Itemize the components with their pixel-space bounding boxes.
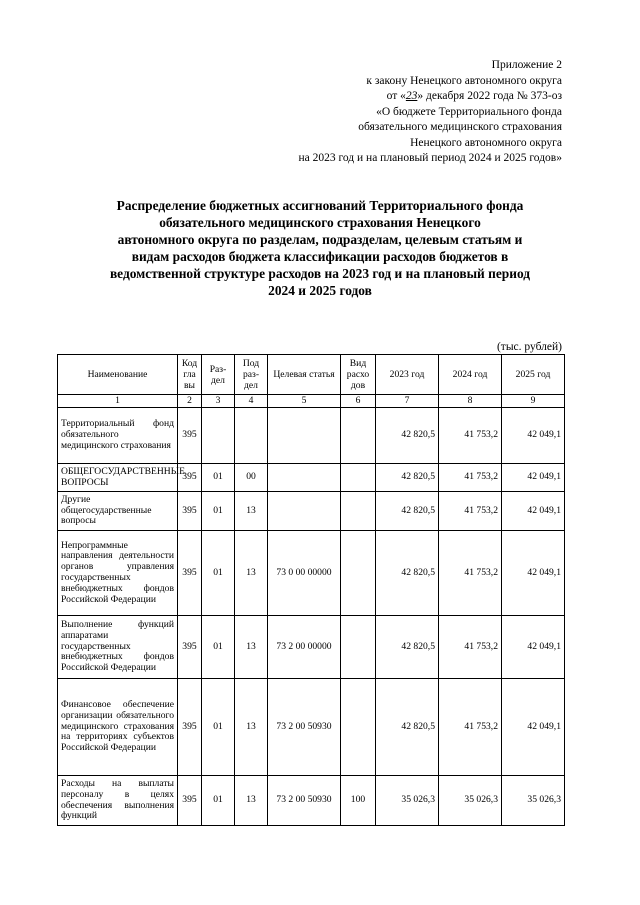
cell-2024: 41 753,2 bbox=[439, 616, 502, 679]
cell-2024: 41 753,2 bbox=[439, 492, 502, 531]
cell-type bbox=[341, 616, 376, 679]
column-number: 7 bbox=[376, 395, 439, 408]
cell-2025: 35 026,3 bbox=[502, 776, 565, 826]
column-number: 1 bbox=[58, 395, 178, 408]
title-line: автономного округа по разделам, подразделам, целевым статьям и bbox=[117, 232, 523, 247]
appendix-line: обязательного медицинского страхования bbox=[358, 121, 562, 133]
appendix-header bbox=[232, 58, 562, 167]
cell-2024: 41 753,2 bbox=[439, 408, 502, 464]
cell-name: Расходы на выплаты персоналу в целях обеспечения выполнения функций bbox=[58, 776, 178, 826]
cell-code: 395 bbox=[178, 776, 202, 826]
cell-2023: 42 820,5 bbox=[376, 408, 439, 464]
cell-2025: 42 049,1 bbox=[502, 492, 565, 531]
header-2024: 2024 год bbox=[439, 355, 502, 395]
cell-target: 73 2 00 50930 bbox=[268, 776, 341, 826]
cell-2025: 42 049,1 bbox=[502, 679, 565, 776]
cell-target bbox=[268, 408, 341, 464]
cell-2024: 41 753,2 bbox=[439, 531, 502, 616]
appendix-line: на 2023 год и на плановый период 2024 и 2025 годов» bbox=[298, 152, 562, 164]
cell-target: 73 0 00 00000 bbox=[268, 531, 341, 616]
cell-section: 01 bbox=[202, 531, 235, 616]
cell-code: 395 bbox=[178, 616, 202, 679]
header-target: Целевая статья bbox=[268, 355, 341, 395]
units-label: (тыс. рублей) bbox=[496, 341, 562, 353]
cell-name: Выполнение функций аппаратами государственных внебюджетных фондов Российской Федерации bbox=[58, 616, 178, 679]
table-row bbox=[58, 616, 565, 679]
cell-section: 01 bbox=[202, 464, 235, 492]
column-number: 9 bbox=[502, 395, 565, 408]
cell-target bbox=[268, 464, 341, 492]
handwritten-day: 23 bbox=[405, 90, 418, 102]
table-row bbox=[58, 464, 565, 492]
date-prefix: от « bbox=[386, 90, 406, 102]
cell-2023: 42 820,5 bbox=[376, 679, 439, 776]
cell-section: 01 bbox=[202, 679, 235, 776]
cell-2024: 41 753,2 bbox=[439, 464, 502, 492]
column-number: 5 bbox=[268, 395, 341, 408]
cell-2025: 42 049,1 bbox=[502, 531, 565, 616]
cell-2024: 35 026,3 bbox=[439, 776, 502, 826]
cell-name: ОБЩЕГОСУДАРСТВЕННЫЕ ВОПРОСЫ bbox=[58, 464, 178, 492]
cell-2023: 42 820,5 bbox=[376, 492, 439, 531]
cell-subsection: 13 bbox=[235, 492, 268, 531]
appendix-date-line bbox=[232, 89, 562, 105]
column-number: 2 bbox=[178, 395, 202, 408]
cell-code: 395 bbox=[178, 492, 202, 531]
title-line: Распределение бюджетных ассигнований Территориального фонда bbox=[116, 198, 524, 213]
table-row bbox=[58, 776, 565, 826]
cell-2023: 42 820,5 bbox=[376, 531, 439, 616]
cell-subsection: 13 bbox=[235, 616, 268, 679]
title-line: ведомственной структуре расходов на 2023 год и на плановый период bbox=[109, 266, 531, 281]
header-name: Наименование bbox=[58, 355, 178, 395]
cell-code: 395 bbox=[178, 464, 202, 492]
column-number-row bbox=[58, 395, 565, 408]
date-suffix: » декабря 2022 года № 373-оз bbox=[417, 90, 562, 102]
cell-name: Непрограммные направления деятельности органов управления государственных внебюджетных фондов Российской Федерации bbox=[58, 531, 178, 616]
cell-2023: 35 026,3 bbox=[376, 776, 439, 826]
cell-type bbox=[341, 464, 376, 492]
header-code: Код гла вы bbox=[178, 355, 202, 395]
cell-section: 01 bbox=[202, 492, 235, 531]
cell-type bbox=[341, 679, 376, 776]
table-row bbox=[58, 492, 565, 531]
cell-2024: 41 753,2 bbox=[439, 679, 502, 776]
title-line: обязательного медицинского страхования Ненецкого bbox=[159, 215, 481, 230]
cell-2025: 42 049,1 bbox=[502, 408, 565, 464]
cell-code: 395 bbox=[178, 531, 202, 616]
table-row bbox=[58, 531, 565, 616]
cell-2023: 42 820,5 bbox=[376, 616, 439, 679]
cell-type bbox=[341, 408, 376, 464]
title-line: 2024 и 2025 годов bbox=[268, 283, 372, 298]
cell-type bbox=[341, 492, 376, 531]
cell-type bbox=[341, 531, 376, 616]
cell-code: 395 bbox=[178, 408, 202, 464]
title-line: видам расходов бюджета классификации расходов бюджетов в bbox=[131, 249, 509, 264]
cell-target bbox=[268, 492, 341, 531]
column-number: 4 bbox=[235, 395, 268, 408]
budget-table bbox=[57, 354, 565, 826]
table-row bbox=[58, 408, 565, 464]
document-title bbox=[82, 197, 558, 299]
cell-name: Финансовое обеспечение организации обязательного медицинского страхования на территориях субъектов Российской Федерации bbox=[58, 679, 178, 776]
cell-name: Другие общегосударственные вопросы bbox=[58, 492, 178, 531]
cell-type: 100 bbox=[341, 776, 376, 826]
appendix-line: к закону Ненецкого автономного округа bbox=[366, 74, 562, 87]
cell-subsection: 13 bbox=[235, 679, 268, 776]
column-number: 6 bbox=[341, 395, 376, 408]
cell-subsection: 13 bbox=[235, 531, 268, 616]
cell-2025: 42 049,1 bbox=[502, 464, 565, 492]
cell-subsection bbox=[235, 408, 268, 464]
cell-subsection: 00 bbox=[235, 464, 268, 492]
header-subsection: Под раз- дел bbox=[235, 355, 268, 395]
cell-code: 395 bbox=[178, 679, 202, 776]
appendix-line: «О бюджете Территориального фонда bbox=[376, 105, 562, 118]
cell-name: Территориальный фонд обязательного медицинского страхования bbox=[58, 408, 178, 464]
column-number: 3 bbox=[202, 395, 235, 408]
appendix-line: Приложение 2 bbox=[491, 59, 562, 71]
appendix-line: Ненецкого автономного округа bbox=[410, 136, 562, 149]
cell-2025: 42 049,1 bbox=[502, 616, 565, 679]
cell-section: 01 bbox=[202, 776, 235, 826]
cell-section bbox=[202, 408, 235, 464]
cell-subsection: 13 bbox=[235, 776, 268, 826]
cell-target: 73 2 00 50930 bbox=[268, 679, 341, 776]
cell-target: 73 2 00 00000 bbox=[268, 616, 341, 679]
header-type: Вид расхо дов bbox=[341, 355, 376, 395]
column-number: 8 bbox=[439, 395, 502, 408]
header-2025: 2025 год bbox=[502, 355, 565, 395]
header-2023: 2023 год bbox=[376, 355, 439, 395]
cell-2023: 42 820,5 bbox=[376, 464, 439, 492]
table-row bbox=[58, 679, 565, 776]
cell-section: 01 bbox=[202, 616, 235, 679]
header-section: Раз- дел bbox=[202, 355, 235, 395]
